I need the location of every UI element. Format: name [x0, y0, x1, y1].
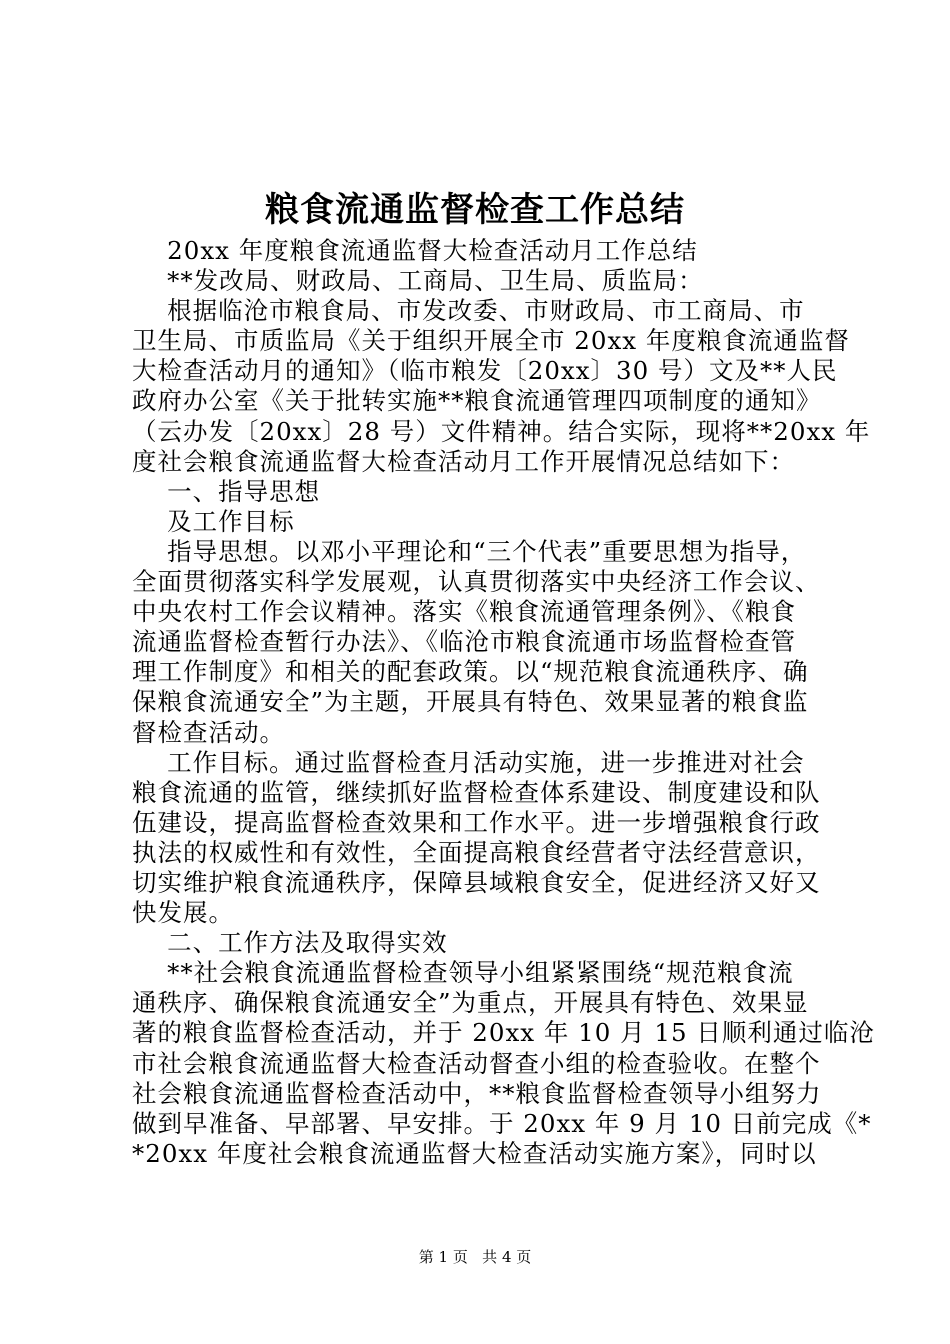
body-line: 督检查活动。 [132, 717, 285, 747]
section-heading: 一、指导思想 [132, 476, 321, 506]
body-line: 社会粮食流通监督检查活动中，**粮食监督检查领导小组努力 [132, 1078, 822, 1108]
body-line: 根据临沧市粮食局、市发改委、市财政局、市工商局、市 [132, 296, 805, 326]
body-line: 通秩序、确保粮食流通安全”为重点，开展具有特色、效果显 [132, 988, 809, 1018]
body-line: 著的粮食监督检查活动，并于 20xx 年 10 月 15 日顺利通过临沧 [132, 1018, 875, 1048]
body-line: 快发展。 [132, 898, 234, 928]
body-line: 大检查活动月的通知》（临市粮发〔20xx〕30 号）文及**人民 [132, 356, 838, 386]
body-line: 做到早准备、早部署、早安排。于 20xx 年 9 月 10 日前完成《* [132, 1108, 872, 1138]
body-line: 执法的权威性和有效性，全面提高粮食经营者守法经营意识， [132, 837, 821, 867]
body-line: 工作目标。通过监督检查月活动实施，进一步推进对社会 [132, 747, 805, 777]
body-line: 政府办公室《关于批转实施**粮食流通管理四项制度的通知》 [132, 386, 822, 416]
page-footer [0, 1247, 950, 1267]
body-line: 中央农村工作会议精神。落实《粮食流通管理条例》、《粮食 [132, 597, 796, 627]
document-body [132, 236, 875, 1169]
body-line: 伍建设，提高监督检查效果和工作水平。进一步增强粮食行政 [132, 807, 821, 837]
body-line: 卫生局、市质监局《关于组织开展全市 20xx 年度粮食流通监督 [132, 326, 850, 356]
section-heading: 及工作目标 [132, 506, 295, 536]
body-line: 粮食流通的监管，继续抓好监督检查体系建设、制度建设和队 [132, 777, 821, 807]
page-separator [473, 1248, 478, 1266]
page-number: 第 1 页 [418, 1248, 468, 1266]
page-total: 共 4 页 [482, 1248, 532, 1266]
body-line: 指导思想。以邓小平理论和“三个代表”重要思想为指导， [132, 536, 807, 566]
body-line: 切实维护粮食流通秩序，保障县域粮食安全，促进经济又好又 [132, 867, 821, 897]
body-line: **社会粮食流通监督检查领导小组紧紧围绕“规范粮食流 [132, 958, 794, 988]
body-line: 20xx 年度粮食流通监督大检查活动月工作总结 [132, 236, 698, 265]
body-line: 流通监督检查暂行办法》、《临沧市粮食流通市场监督检查管 [132, 627, 796, 657]
section-heading: 二、工作方法及取得实效 [132, 928, 448, 958]
body-line: *20xx 年度社会粮食流通监督大检查活动实施方案》，同时以 [132, 1138, 817, 1168]
body-line: 保粮食流通安全”为主题，开展具有特色、效果显著的粮食监 [132, 687, 809, 717]
document-title: 粮食流通监督检查工作总结 [265, 190, 685, 230]
body-line: 度社会粮食流通监督大检查活动月工作开展情况总结如下： [132, 446, 795, 476]
body-line: 市社会粮食流通监督大检查活动督查小组的检查验收。在整个 [132, 1048, 821, 1078]
body-line: 全面贯彻落实科学发展观，认真贯彻落实中央经济工作会议、 [132, 567, 821, 597]
body-line: 理工作制度》和相关的配套政策。以“规范粮食流通秩序、确 [132, 657, 809, 687]
body-line: **发改局、财政局、工商局、卫生局、质监局： [132, 266, 704, 296]
body-line: （云办发〔20xx〕28 号）文件精神。结合实际，现将**20xx 年 [132, 416, 871, 446]
